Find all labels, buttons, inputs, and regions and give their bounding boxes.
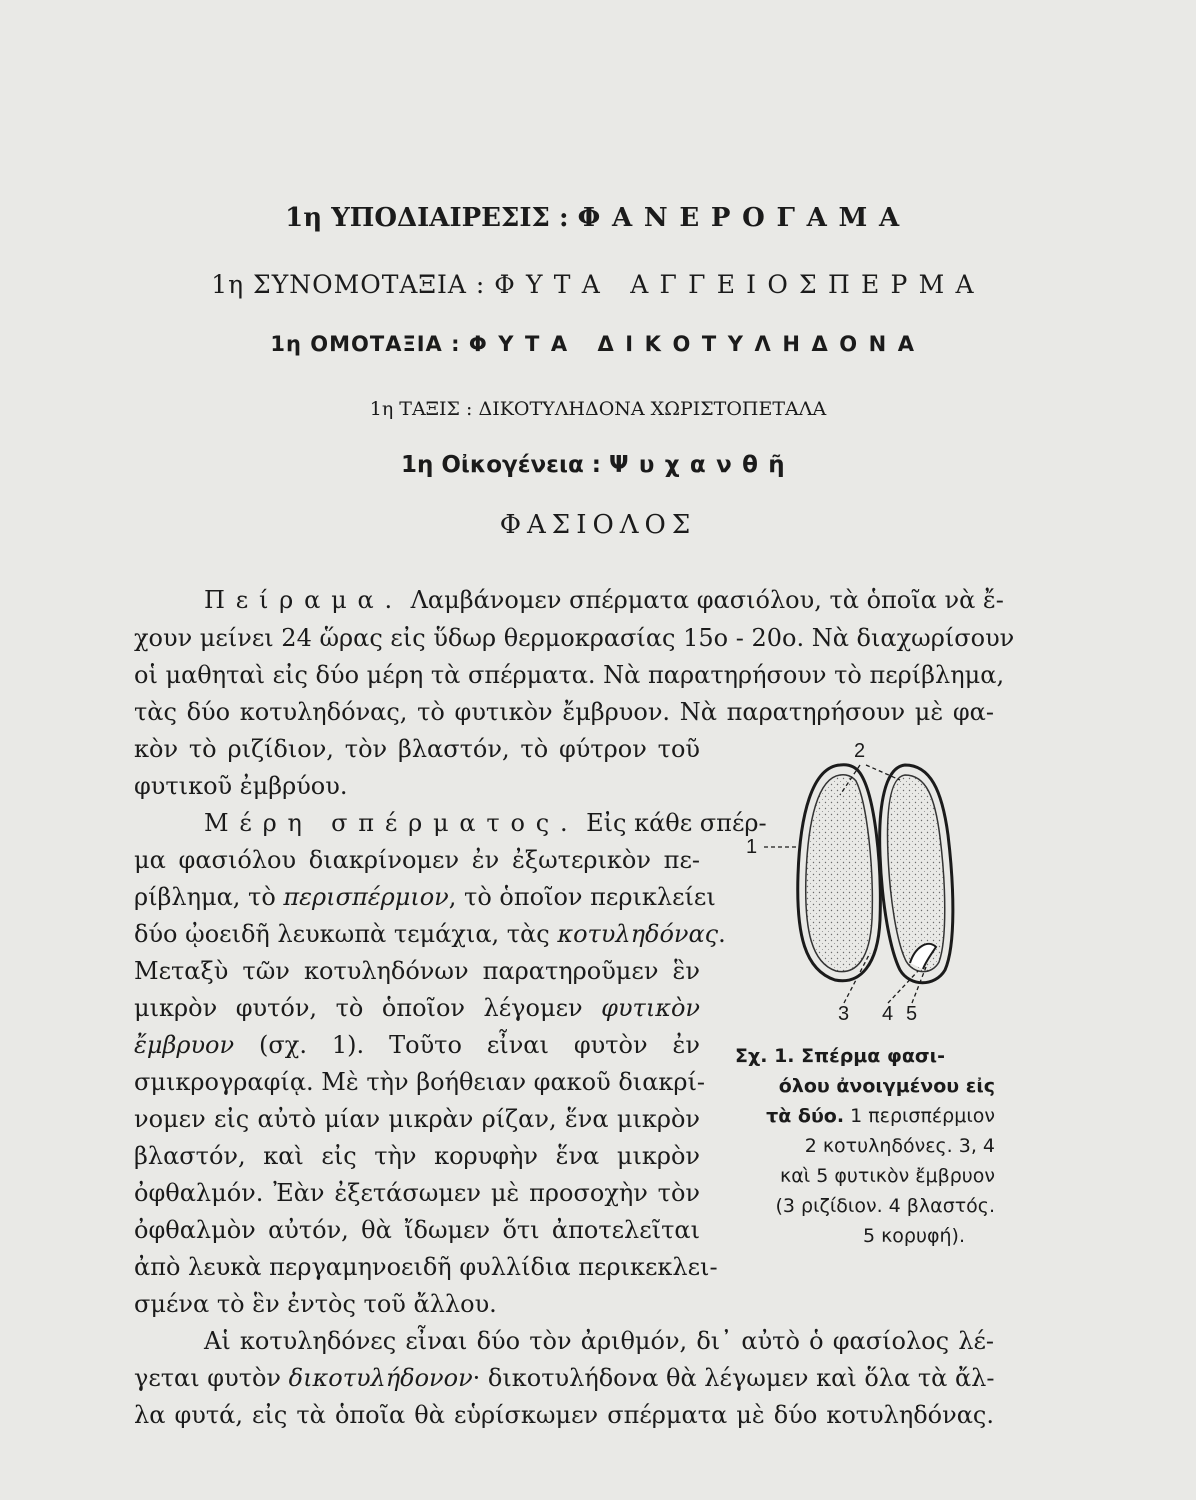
text-line: Αἱ κοτυληδόνες εἶναι δύο τὸν ἀριθμόν, δι᾽ αὐτὸ ὁ φασίολος λέ- [204,1327,994,1355]
term-dicotyledonous: δικοτυλήδονον [288,1364,473,1392]
figure-label-1: 1 [746,836,758,858]
caption-line: 5 κορυφή). [862,1225,965,1247]
text-line: Μεταξὺ τῶν κοτυληδόνων παρατηροῦμεν ἓν [134,957,700,985]
family-label: 1η Οἰκογένεια : [401,452,609,478]
text-line: Μέρη σπέρματος. Εἰς κάθε σπέρ- [204,809,767,837]
text-line: ἔμβρυον (σχ. 1). Τοῦτο εἶναι φυτὸν ἐν [134,1031,700,1059]
text-line: σμικρογραφίᾳ. Μὲ τὴν βοήθειαν φακοῦ διακρί- [134,1068,706,1096]
text-line: λα φυτά, εἰς τὰ ὁποῖα θὰ εὑρίσκωμεν σπέρματα μὲ δύο κοτυληδόνας. [134,1401,994,1429]
cotyledon-left [798,765,881,981]
term-cotyledons: κοτυληδόνας [557,920,719,948]
seed-parts-lead: Μέρη σπέρματος. [204,809,579,837]
text-line: οἱ μαθηταὶ εἰς δύο μέρη τὰ σπέρματα. Νὰ παρατηρήσουν τὸ περίβλημα, [134,661,1005,689]
text-line: γεται φυτὸν δικοτυλήδονον· δικοτυλήδονα θὰ λέγωμεν καὶ ὅλα τὰ ἄλ- [134,1364,995,1392]
figure-label-2: 2 [854,740,866,762]
text-line: χουν μείνει 24 ὥρας εἰς ὕδωρ θερμοκρασίας 15ο - 20ο. Νὰ διαχωρίσουν [134,624,1015,652]
figure-caption [733,1041,995,1251]
class-label: 1η ΟΜΟΤΑΞΙΑ : [270,332,469,356]
figure-label-4: 4 [882,1003,894,1025]
order-heading: 1η ΤΑΞΙΣ : ΔΙΚΟΤΥΛΗΔΟΝΑ ΧΩΡΙΣΤΟΠΕΤΑΛΑ [369,398,827,420]
term-perisperm: περισπέρμιον [283,883,449,911]
term-embryo: ἔμβρυον [134,1031,235,1059]
text-line: ὀφθαλμόν. Ἐὰν ἐξετάσωμεν μὲ προσοχὴν τὸν [134,1179,700,1207]
class-name: ΦΥΤΑ ΔΙΚΟΤΥΛΗΔΟΝΑ [468,332,926,356]
text-line: Πείραμα. Λαμβάνομεν σπέρματα φασιόλου, τὰ ὁποῖα νὰ ἔ- [204,586,1004,614]
text-line: τὰς δύο κοτυληδόνας, τὸ φυτικὸν ἔμβρυον. Νὰ παρατηρήσουν μὲ φα- [134,698,994,726]
text-line: φυτικοῦ ἐμβρύου. [134,772,348,800]
family-name: Ψυχανθῆ [608,452,795,478]
subphylum-name: ΦΥΤΑ ΑΓΓΕΙΟΣΠΕΡΜΑ [494,270,985,299]
caption-line: όλου ἀνοιγμένου εἰς [778,1075,995,1097]
text-line: μικρὸν φυτόν, τὸ ὁποῖον λέγομεν φυτικὸν [134,994,700,1022]
page-title: ΦΑΣΙΟΛΟΣ [499,510,697,540]
caption-line: (3 ριζίδιον. 4 βλαστός. [775,1195,995,1217]
figure-label-3: 3 [838,1003,850,1025]
text-line: ρίβλημα, τὸ περισπέρμιον, τὸ ὁποῖον περικλείει [134,883,716,911]
figure-label-5: 5 [906,1003,918,1025]
bean-seed-figure [740,735,1000,1035]
experiment-lead: Πείραμα. [204,586,403,614]
caption-line: τὰ δύο. 1 περισπέρμιον [766,1105,995,1127]
caption-line: 2 κοτυληδόνες. 3, 4 [804,1135,995,1157]
text-line: νομεν εἰς αὐτὸ μίαν μικρὰν ρίζαν, ἕνα μικρὸν [134,1105,700,1133]
text-line: βλαστόν, καὶ εἰς τὴν κορυφὴν ἕνα μικρὸν [134,1142,700,1170]
text-line: κὸν τὸ ριζίδιον, τὸν βλαστόν, τὸ φύτρον τοῦ [134,735,700,763]
caption-line: Σχ. 1. Σπέρμα φασι- [735,1045,945,1067]
text-line: ὀφθαλμὸν αὐτόν, θὰ ἴδωμεν ὅτι ἀποτελεῖται [134,1216,700,1244]
cotyledon-right [880,765,953,983]
text-line: σμένα τὸ ἓν ἐντὸς τοῦ ἄλλου. [134,1290,497,1318]
division-label: 1η ΥΠΟΔΙΑΙΡΕΣΙΣ : [285,203,578,233]
text-line: ἀπὸ λευκὰ περγαμηνοειδῆ φυλλίδια περικεκλει- [134,1253,718,1281]
text-line: μα φασιόλου διακρίνομεν ἐν ἐξωτερικὸν πε- [134,846,700,874]
subphylum-label: 1η ΣΥΝΟΜΟΤΑΞΙΑ : [211,270,495,299]
division-name: ΦΑΝΕΡΟΓΑΜΑ [577,203,911,233]
term-plant-embryo: φυτικὸν [601,994,700,1022]
caption-line: καὶ 5 φυτικὸν ἔμβρυον [780,1165,995,1187]
text-line: δύο ᾠοειδῆ λευκωπὰ τεμάχια, τὰς κοτυληδόνας. [134,920,726,948]
